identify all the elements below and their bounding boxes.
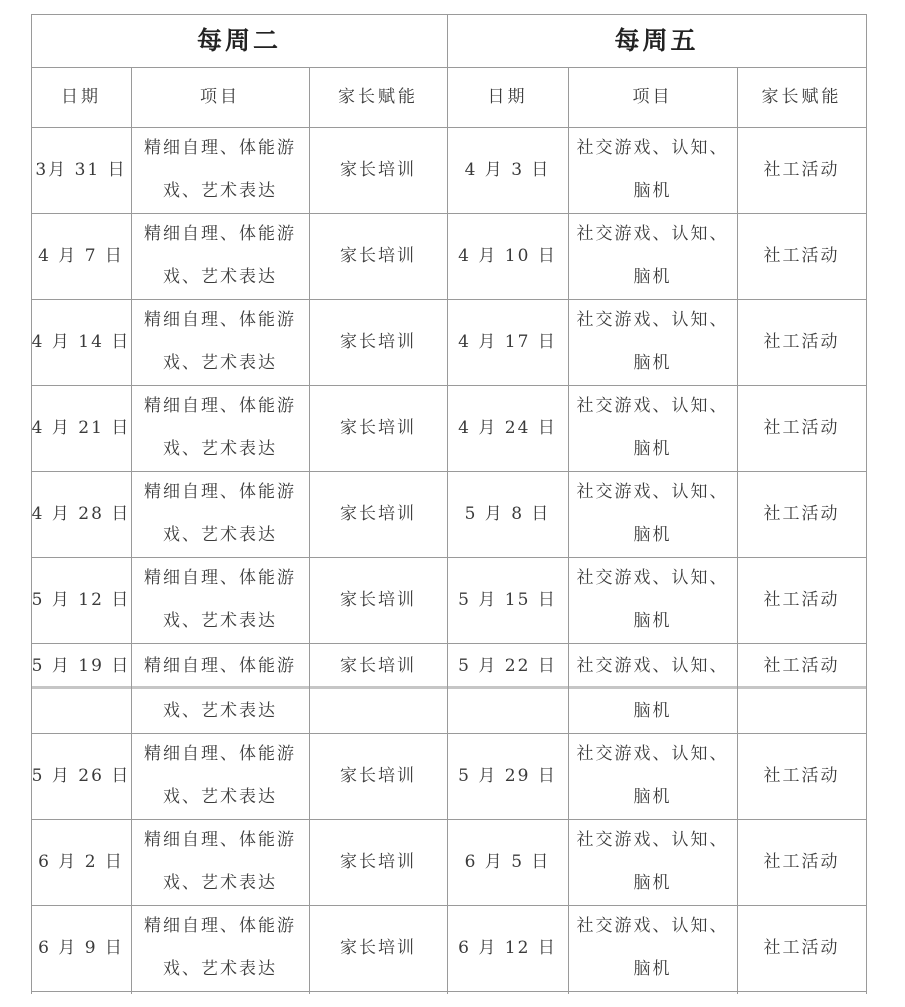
tue-project bbox=[131, 733, 309, 819]
project-line-1: 社交游戏、认知、 bbox=[576, 138, 729, 158]
fri-activity: 社工活动 bbox=[763, 765, 840, 786]
tue-project bbox=[131, 819, 309, 905]
project-line-2: 脑机 bbox=[633, 611, 672, 631]
fri-activity: 社工活动 bbox=[763, 851, 840, 872]
project-line-1: 精细自理、体能游 bbox=[144, 396, 296, 416]
fri-project-line-2: 脑机 bbox=[633, 700, 672, 721]
project-line-2: 脑机 bbox=[633, 959, 672, 979]
row-divider bbox=[31, 991, 867, 992]
tue-date: 5 月 12 日 bbox=[31, 589, 131, 610]
tue-parent-empowerment: 家长培训 bbox=[340, 765, 416, 786]
fri-date: 4 月 17 日 bbox=[458, 331, 557, 352]
project-line-1: 精细自理、体能游 bbox=[144, 568, 296, 588]
table-right-border bbox=[866, 14, 867, 994]
project-line-2: 戏、艺术表达 bbox=[163, 267, 277, 287]
table-left-border bbox=[31, 14, 32, 994]
column-header-parent: 家长赋能 bbox=[761, 86, 842, 107]
project-line-2: 脑机 bbox=[633, 353, 672, 373]
project-line-2: 戏、艺术表达 bbox=[163, 873, 277, 893]
fri-project bbox=[568, 557, 737, 643]
tue-date: 6 月 9 日 bbox=[38, 937, 124, 958]
tue-date: 6 月 2 日 bbox=[38, 851, 124, 872]
fri-activity: 社工活动 bbox=[763, 589, 840, 610]
fri-date: 6 月 12 日 bbox=[458, 937, 557, 958]
tue-project bbox=[131, 471, 309, 557]
column-header-date: 日期 bbox=[61, 86, 101, 107]
tue-project-line-1: 精细自理、体能游 bbox=[144, 656, 296, 676]
tue-date: 4 月 7 日 bbox=[38, 245, 124, 266]
column-header-parent: 家长赋能 bbox=[338, 86, 418, 107]
project-line-2: 脑机 bbox=[633, 267, 672, 287]
fri-project bbox=[568, 471, 737, 557]
project-line-2: 戏、艺术表达 bbox=[163, 353, 277, 373]
column-header-date: 日期 bbox=[487, 86, 528, 107]
tue-parent-empowerment: 家长培训 bbox=[340, 937, 416, 958]
tue-parent-empowerment: 家长培训 bbox=[340, 851, 416, 872]
project-line-2: 脑机 bbox=[633, 181, 672, 201]
week-divider bbox=[447, 14, 448, 994]
project-line-1: 社交游戏、认知、 bbox=[576, 744, 729, 764]
page-break-divider bbox=[31, 686, 866, 689]
tue-parent-empowerment: 家长培训 bbox=[340, 589, 416, 610]
column-divider bbox=[737, 67, 738, 994]
fri-activity: 社工活动 bbox=[763, 937, 840, 958]
fri-activity: 社工活动 bbox=[763, 331, 840, 352]
project-line-1: 社交游戏、认知、 bbox=[576, 916, 729, 936]
fri-project bbox=[568, 299, 737, 385]
column-divider bbox=[131, 67, 132, 994]
fri-project bbox=[568, 385, 737, 471]
tue-parent-empowerment: 家长培训 bbox=[340, 159, 416, 180]
project-line-1: 社交游戏、认知、 bbox=[576, 224, 729, 244]
tue-project bbox=[131, 127, 309, 213]
fri-date: 5 月 15 日 bbox=[458, 589, 557, 610]
project-line-1: 精细自理、体能游 bbox=[144, 916, 296, 936]
project-line-2: 戏、艺术表达 bbox=[163, 611, 277, 631]
project-line-1: 社交游戏、认知、 bbox=[576, 396, 729, 416]
fri-activity: 社工活动 bbox=[763, 159, 840, 180]
project-line-2: 戏、艺术表达 bbox=[163, 181, 277, 201]
project-line-1: 精细自理、体能游 bbox=[144, 310, 296, 330]
project-line-1: 社交游戏、认知、 bbox=[576, 830, 729, 850]
fri-date: 4 月 10 日 bbox=[458, 245, 557, 266]
tue-date: 4 月 28 日 bbox=[31, 503, 131, 524]
project-line-2: 脑机 bbox=[633, 525, 672, 545]
fri-date: 6 月 5 日 bbox=[464, 851, 551, 872]
project-line-1: 精细自理、体能游 bbox=[144, 482, 296, 502]
fri-date: 4 月 24 日 bbox=[458, 417, 557, 438]
project-line-1: 精细自理、体能游 bbox=[144, 830, 296, 850]
tue-project bbox=[131, 299, 309, 385]
project-line-1: 社交游戏、认知、 bbox=[576, 310, 729, 330]
project-line-1: 精细自理、体能游 bbox=[144, 138, 296, 158]
tue-parent-empowerment: 家长培训 bbox=[340, 331, 416, 352]
tue-date: 4 月 14 日 bbox=[31, 331, 131, 352]
fri-activity: 社工活动 bbox=[763, 503, 840, 524]
tue-parent-empowerment: 家长培训 bbox=[340, 656, 416, 676]
project-line-1: 社交游戏、认知、 bbox=[576, 482, 729, 502]
fri-date: 4 月 3 日 bbox=[464, 159, 551, 180]
project-line-2: 脑机 bbox=[633, 787, 672, 807]
project-line-1: 精细自理、体能游 bbox=[144, 224, 296, 244]
tue-project bbox=[131, 385, 309, 471]
fri-activity: 社工活动 bbox=[763, 656, 840, 676]
tue-date: 5 月 19 日 bbox=[31, 656, 131, 676]
fri-activity: 社工活动 bbox=[763, 417, 840, 438]
fri-project bbox=[568, 905, 737, 991]
tue-parent-empowerment: 家长培训 bbox=[340, 417, 416, 438]
column-divider bbox=[309, 67, 310, 994]
tuesday-header: 每周二 bbox=[196, 26, 281, 55]
project-line-2: 脑机 bbox=[633, 439, 672, 459]
column-divider bbox=[568, 67, 569, 994]
tue-parent-empowerment: 家长培训 bbox=[340, 245, 416, 266]
friday-header: 每周五 bbox=[614, 26, 699, 55]
fri-date: 5 月 22 日 bbox=[458, 656, 557, 676]
tue-date: 3月 31 日 bbox=[35, 159, 127, 180]
tue-project bbox=[131, 905, 309, 991]
fri-project bbox=[568, 733, 737, 819]
fri-project-line-1: 社交游戏、认知、 bbox=[576, 656, 729, 676]
fri-date: 5 月 29 日 bbox=[458, 765, 557, 786]
tue-project bbox=[131, 557, 309, 643]
fri-project bbox=[568, 819, 737, 905]
project-line-2: 戏、艺术表达 bbox=[163, 959, 277, 979]
fri-project bbox=[568, 127, 737, 213]
fri-project bbox=[568, 213, 737, 299]
tue-project-line-2: 戏、艺术表达 bbox=[163, 700, 277, 721]
project-line-1: 社交游戏、认知、 bbox=[576, 568, 729, 588]
project-line-2: 戏、艺术表达 bbox=[163, 525, 277, 545]
column-header-project: 项目 bbox=[632, 86, 673, 107]
column-header-project: 项目 bbox=[200, 86, 240, 107]
project-line-1: 精细自理、体能游 bbox=[144, 744, 296, 764]
tue-date: 5 月 26 日 bbox=[31, 765, 131, 786]
tue-parent-empowerment: 家长培训 bbox=[340, 503, 416, 524]
project-line-2: 脑机 bbox=[633, 873, 672, 893]
tue-date: 4 月 21 日 bbox=[31, 417, 131, 438]
fri-date: 5 月 8 日 bbox=[464, 503, 551, 524]
fri-activity: 社工活动 bbox=[763, 245, 840, 266]
tue-project bbox=[131, 213, 309, 299]
project-line-2: 戏、艺术表达 bbox=[163, 439, 277, 459]
project-line-2: 戏、艺术表达 bbox=[163, 787, 277, 807]
